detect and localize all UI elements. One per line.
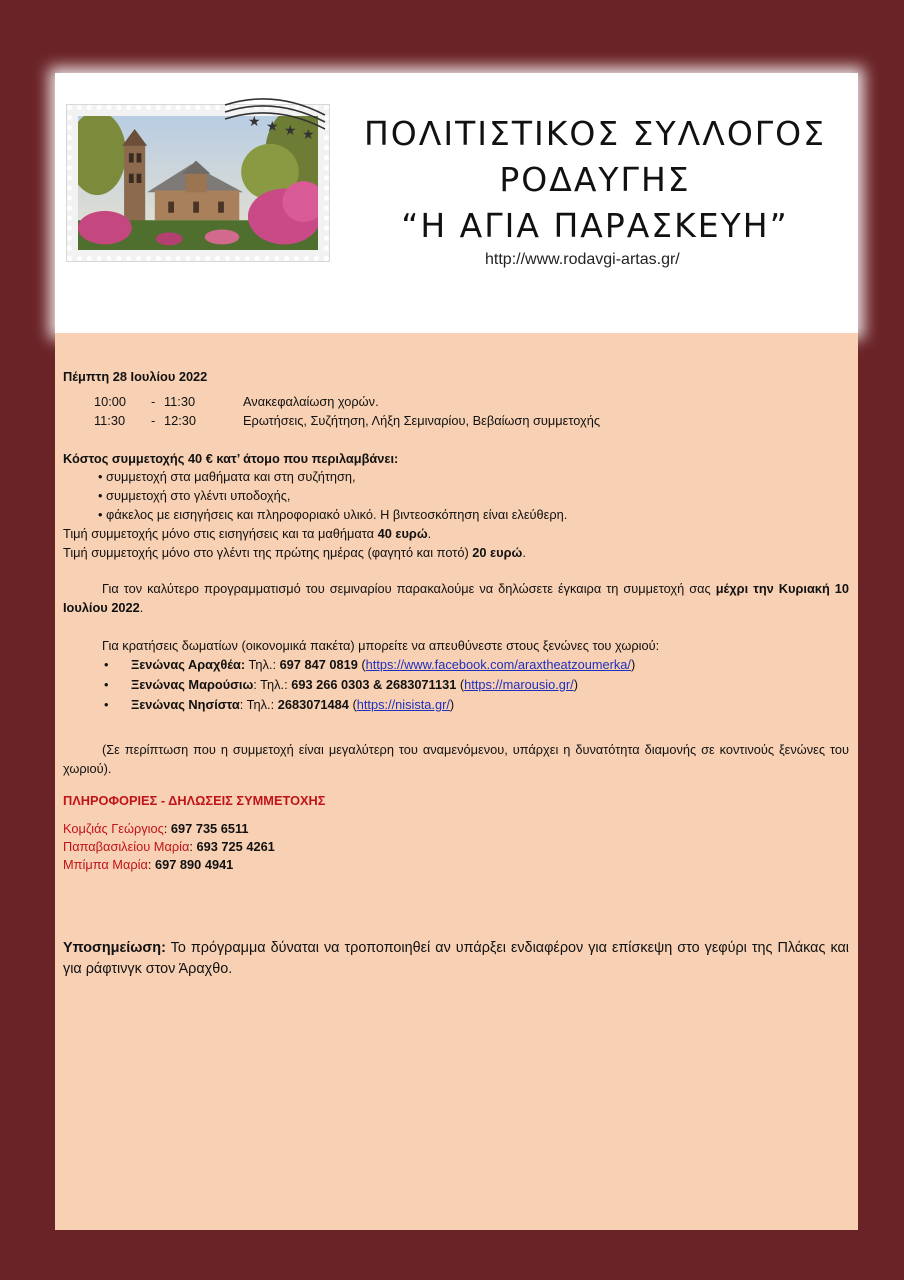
guesthouse-name: Ξενώνας Αραχθέα: — [131, 657, 246, 672]
cost-item — [98, 486, 884, 505]
contact-phone: 697 890 4941 — [155, 857, 234, 872]
contact-name: Μπίμπα Μαρία — [63, 857, 148, 872]
guesthouse-name: Ξενώνας Νησίστα — [131, 697, 240, 712]
paren-close: ) — [630, 657, 636, 672]
contact-name: Παπαβασιλείου Μαρία — [63, 839, 190, 854]
contact-sep: : — [189, 839, 197, 854]
tel-label: Τηλ.: — [245, 657, 280, 672]
footnote — [63, 938, 849, 980]
guesthouse-phone: 2683071484 — [277, 697, 349, 712]
bullet-icon: • — [98, 488, 103, 503]
registration-text: Για τον καλύτερο προγραμματισμό του σεμιναρίου παρακαλούμε να δηλώσετε έγκαιρα τη συμμετοχή σας — [102, 581, 716, 596]
tel-label: : Τηλ.: — [239, 697, 278, 712]
cost-item-text: συμμετοχή στα μαθήματα και στη συζήτηση, — [106, 469, 356, 484]
registration-deadline — [63, 579, 849, 617]
schedule-activity: Ερωτήσεις, Συζήτηση, Λήξη Σεμιναρίου, Βεβαίωση συμμετοχής — [243, 413, 600, 428]
organization-title-line: ΡΟΔΑΥΓΗΣ — [499, 160, 691, 199]
schedule-activity: Ανακεφαλαίωση χορών. — [243, 394, 379, 409]
svg-text:★: ★ — [284, 123, 297, 139]
price-amount: 40 ευρώ — [377, 526, 428, 541]
schedule-start: 10:00 — [94, 394, 127, 409]
footnote-label: Υποσημείωση: — [63, 940, 166, 956]
paren-open: ( — [357, 657, 366, 672]
contact-phone: 697 735 6511 — [170, 821, 249, 836]
cost-item — [98, 505, 884, 524]
cost-item — [98, 467, 884, 486]
bullet-icon: • — [98, 507, 103, 522]
guesthouse-link[interactable]: https://www.facebook.com/araxtheatzoumerka/ — [365, 657, 631, 672]
guesthouse-link[interactable]: https://marousio.gr/ — [464, 677, 574, 692]
schedule-end: 11:30 — [164, 394, 196, 409]
info-heading: ΠΛΗΡΟΦΟΡΙΕΣ - ΔΗΛΩΣΕΙΣ ΣΥΜΜΕΤΟΧΗΣ — [63, 793, 326, 808]
paren-open: ( — [456, 677, 465, 692]
schedule-start: 11:30 — [94, 413, 126, 428]
organization-title-line: “Η ΑΓΙΑ ΠΑΡΑΣΚΕΥΗ” — [401, 206, 789, 245]
tel-label: : Τηλ.: — [253, 677, 292, 692]
website-url[interactable]: http://www.rodavgi-artas.gr/ — [485, 251, 680, 268]
bullet-icon: • — [104, 697, 109, 712]
contact-sep: : — [147, 857, 156, 872]
svg-text:★: ★ — [248, 114, 261, 130]
content-panel — [55, 333, 858, 1230]
price-text: Τιμή συμμετοχής μόνο στις εισηγήσεις και τα μαθήματα — [63, 526, 378, 541]
bullet-icon: • — [104, 677, 109, 692]
bullet-icon: • — [98, 469, 103, 484]
contact-row — [63, 837, 849, 856]
organization-title — [345, 111, 845, 249]
contact-sep: : — [163, 821, 171, 836]
paren-close: ) — [449, 697, 455, 712]
contact-row — [63, 855, 849, 874]
contact-row — [63, 819, 849, 838]
paren-close: ) — [573, 677, 578, 692]
price-text: Τιμή συμμετοχής μόνο στο γλέντι της πρώτης ημέρας (φαγητό και ποτό) — [63, 545, 473, 560]
registration-end: . — [139, 600, 144, 615]
cost-item-text: φάκελος με εισηγήσεις και πληροφοριακό υλικό. Η βιντεοσκόπηση είναι ελεύθερη. — [106, 507, 568, 522]
schedule-dash: - — [151, 413, 156, 428]
guesthouse-link[interactable]: https://nisista.gr/ — [356, 697, 450, 712]
price-feast — [63, 543, 849, 562]
schedule-end: 12:30 — [164, 413, 197, 428]
contact-name: Κομζιάς Γεώργιος — [63, 821, 164, 836]
price-lectures — [63, 524, 849, 543]
svg-text:★: ★ — [266, 119, 279, 135]
lodging-note: (Σε περίπτωση που η συμμετοχή είναι μεγαλύτερη του αναμενόμενου, υπάρχει η δυνατότητα διαμονής σε κοντινούς ξενώνες του χωριού). — [63, 742, 849, 776]
guesthouse-phone: 697 847 0819 — [279, 657, 358, 672]
price-end: . — [522, 545, 526, 560]
schedule-dash: - — [151, 394, 156, 409]
cost-item-text: συμμετοχή στο γλέντι υποδοχής, — [106, 488, 291, 503]
guesthouse-phone: 693 266 0303 & 2683071131 — [291, 677, 457, 692]
schedule-date: Πέμπτη 28 Ιουλίου 2022 — [63, 369, 208, 384]
svg-text:★: ★ — [302, 127, 315, 143]
cost-heading: Κόστος συμμετοχής 40 € κατ’ άτομο που περιλαμβάνει: — [63, 451, 399, 466]
contact-phone: 693 725 4261 — [196, 839, 275, 854]
bullet-icon: • — [104, 657, 109, 672]
price-amount: 20 ευρώ — [472, 545, 523, 560]
organization-title-line: ΠΟΛΙΤΙΣΤΙΚΟΣ ΣΥΛΛΟΓΟΣ — [363, 114, 827, 153]
postmark-stars-icon — [220, 93, 330, 143]
footnote-text: Το πρόγραμμα δύναται να τροποποιηθεί αν υπάρξει ενδιαφέρον για επίσκεψη στο γεφύρι της Πλάκας και για ράφτινγκ στον Άραχθο. — [63, 940, 849, 977]
paren-open: ( — [348, 697, 357, 712]
price-end: . — [427, 526, 432, 541]
guesthouse-name: Ξενώνας Μαρούσιω — [131, 677, 254, 692]
registration-date: μέχρι την Κυριακή 10 Ιουλίου 2022 — [63, 581, 849, 615]
lodging-intro: Για κρατήσεις δωματίων (οικονομικά πακέτα) μπορείτε να απευθύνεστε στους ξενώνες του χωριού: — [102, 638, 660, 653]
letterhead — [55, 73, 858, 333]
